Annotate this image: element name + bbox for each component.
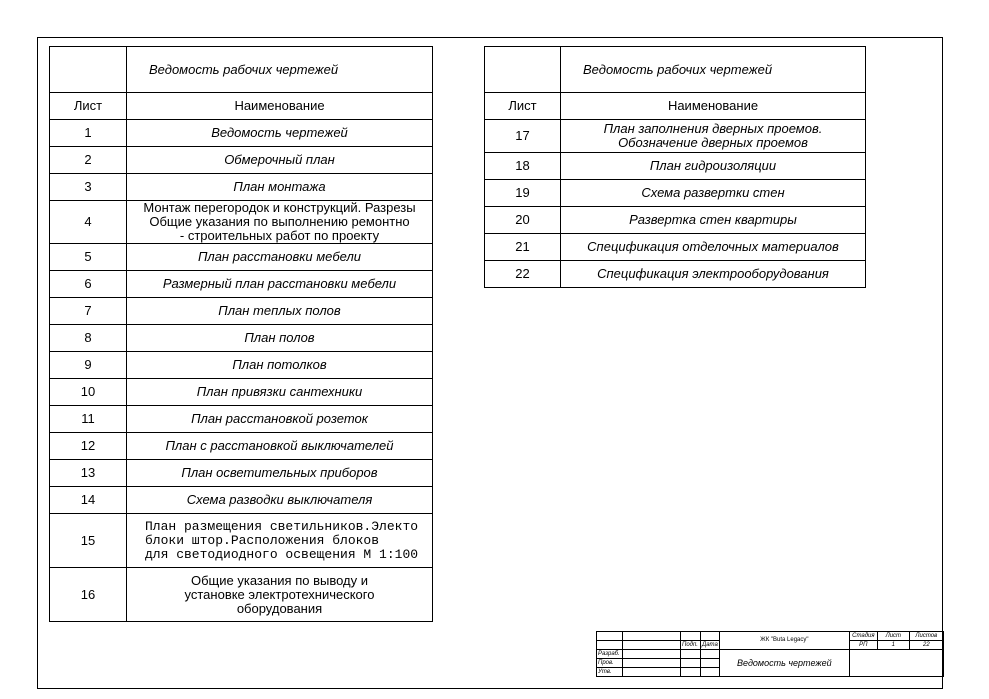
right-title-spacer [485, 47, 561, 93]
sheet-name: План размещения светильников.Электо блоки штор.Расположения блоков для светодиодного освещения М 1:100 [127, 514, 433, 568]
sheet-name: Развертка стен квартиры [561, 207, 866, 234]
sheet-name: План теплых полов [127, 298, 433, 325]
sheet-name: План привязки сантехники [127, 379, 433, 406]
sheet-number: 13 [50, 460, 127, 487]
sheet-name: План потолков [127, 352, 433, 379]
sheet-number: 9 [50, 352, 127, 379]
sheet-name: План с расстановкой выключателей [127, 433, 433, 460]
stamp-stadia-value: РП [849, 641, 877, 650]
sheet-number: 1 [50, 120, 127, 147]
left-title-spacer [50, 47, 127, 93]
sheet-number: 17 [485, 120, 561, 153]
sheet-number: 12 [50, 433, 127, 460]
sheet-name: Спецификация отделочных материалов [561, 234, 866, 261]
left-drawings-table [49, 46, 433, 622]
sheet-number: 19 [485, 180, 561, 207]
sheet-number: 2 [50, 147, 127, 174]
sheet-name: Общие указания по выводу и установке электротехнического оборудования [127, 568, 433, 622]
sheet-number: 6 [50, 271, 127, 298]
sheet-number: 14 [50, 487, 127, 514]
sheet-name: Схема разводки выключателя [127, 487, 433, 514]
sheet-number: 7 [50, 298, 127, 325]
stamp-razrab-label: Разраб. [597, 650, 623, 659]
sheet-name: План расстановкой розеток [127, 406, 433, 433]
sheet-number: 5 [50, 244, 127, 271]
sheet-name: Схема развертки стен [561, 180, 866, 207]
sheet-name: План гидроизоляции [561, 153, 866, 180]
sheet-number: 3 [50, 174, 127, 201]
sheet-name: Размерный план расстановки мебели [127, 271, 433, 298]
stamp-prov-label: Пров. [597, 659, 623, 668]
stamp-project: ЖК "Buta Legacy" [719, 632, 849, 650]
sheet-name: План осветительных приборов [127, 460, 433, 487]
title-block-stamp [596, 631, 944, 677]
stamp-data-label: Дата [702, 641, 718, 648]
sheet-name: Спецификация электрооборудования [561, 261, 866, 288]
stamp-listov-value: 22 [909, 641, 943, 650]
stamp-list-label: Лист [877, 632, 909, 641]
sheet-number: 11 [50, 406, 127, 433]
sheet-number: 15 [50, 514, 127, 568]
right-table-title: Ведомость рабочих чертежей [561, 47, 866, 93]
stamp-podp-label: Подп. [681, 641, 701, 650]
sheet-name: План полов [127, 325, 433, 352]
left-table-title: Ведомость рабочих чертежей [127, 47, 433, 93]
left-col-name-header: Наименование [127, 93, 433, 120]
sheet-name: Монтаж перегородок и конструкций. Разрезы Общие указания по выполнению ремонтно - строительных работ по проекту [127, 201, 433, 244]
right-drawings-table [484, 46, 866, 288]
sheet-number: 18 [485, 153, 561, 180]
sheet-name: План расстановки мебели [127, 244, 433, 271]
sheet-number: 8 [50, 325, 127, 352]
sheet-number: 22 [485, 261, 561, 288]
sheet-number: 16 [50, 568, 127, 622]
sheet-name: План монтажа [127, 174, 433, 201]
sheet-name: Ведомость чертежей [127, 120, 433, 147]
sheet-number: 4 [50, 201, 127, 244]
left-col-sheet-header: Лист [50, 93, 127, 120]
sheet-number: 10 [50, 379, 127, 406]
stamp-company-cell [849, 650, 943, 677]
stamp-document-title: Ведомость чертежей [719, 650, 849, 677]
sheet-number: 20 [485, 207, 561, 234]
stamp-utv-label: Утв. [597, 668, 623, 677]
sheet-number: 21 [485, 234, 561, 261]
sheet-name: Обмерочный план [127, 147, 433, 174]
stamp-stadia-label: Стадия [849, 632, 877, 641]
right-col-sheet-header: Лист [485, 93, 561, 120]
sheet-name: План заполнения дверных проемов. Обозначение дверных проемов [561, 120, 866, 153]
right-col-name-header: Наименование [561, 93, 866, 120]
stamp-list-value: 1 [877, 641, 909, 650]
stamp-listov-label: Листов [909, 632, 943, 641]
